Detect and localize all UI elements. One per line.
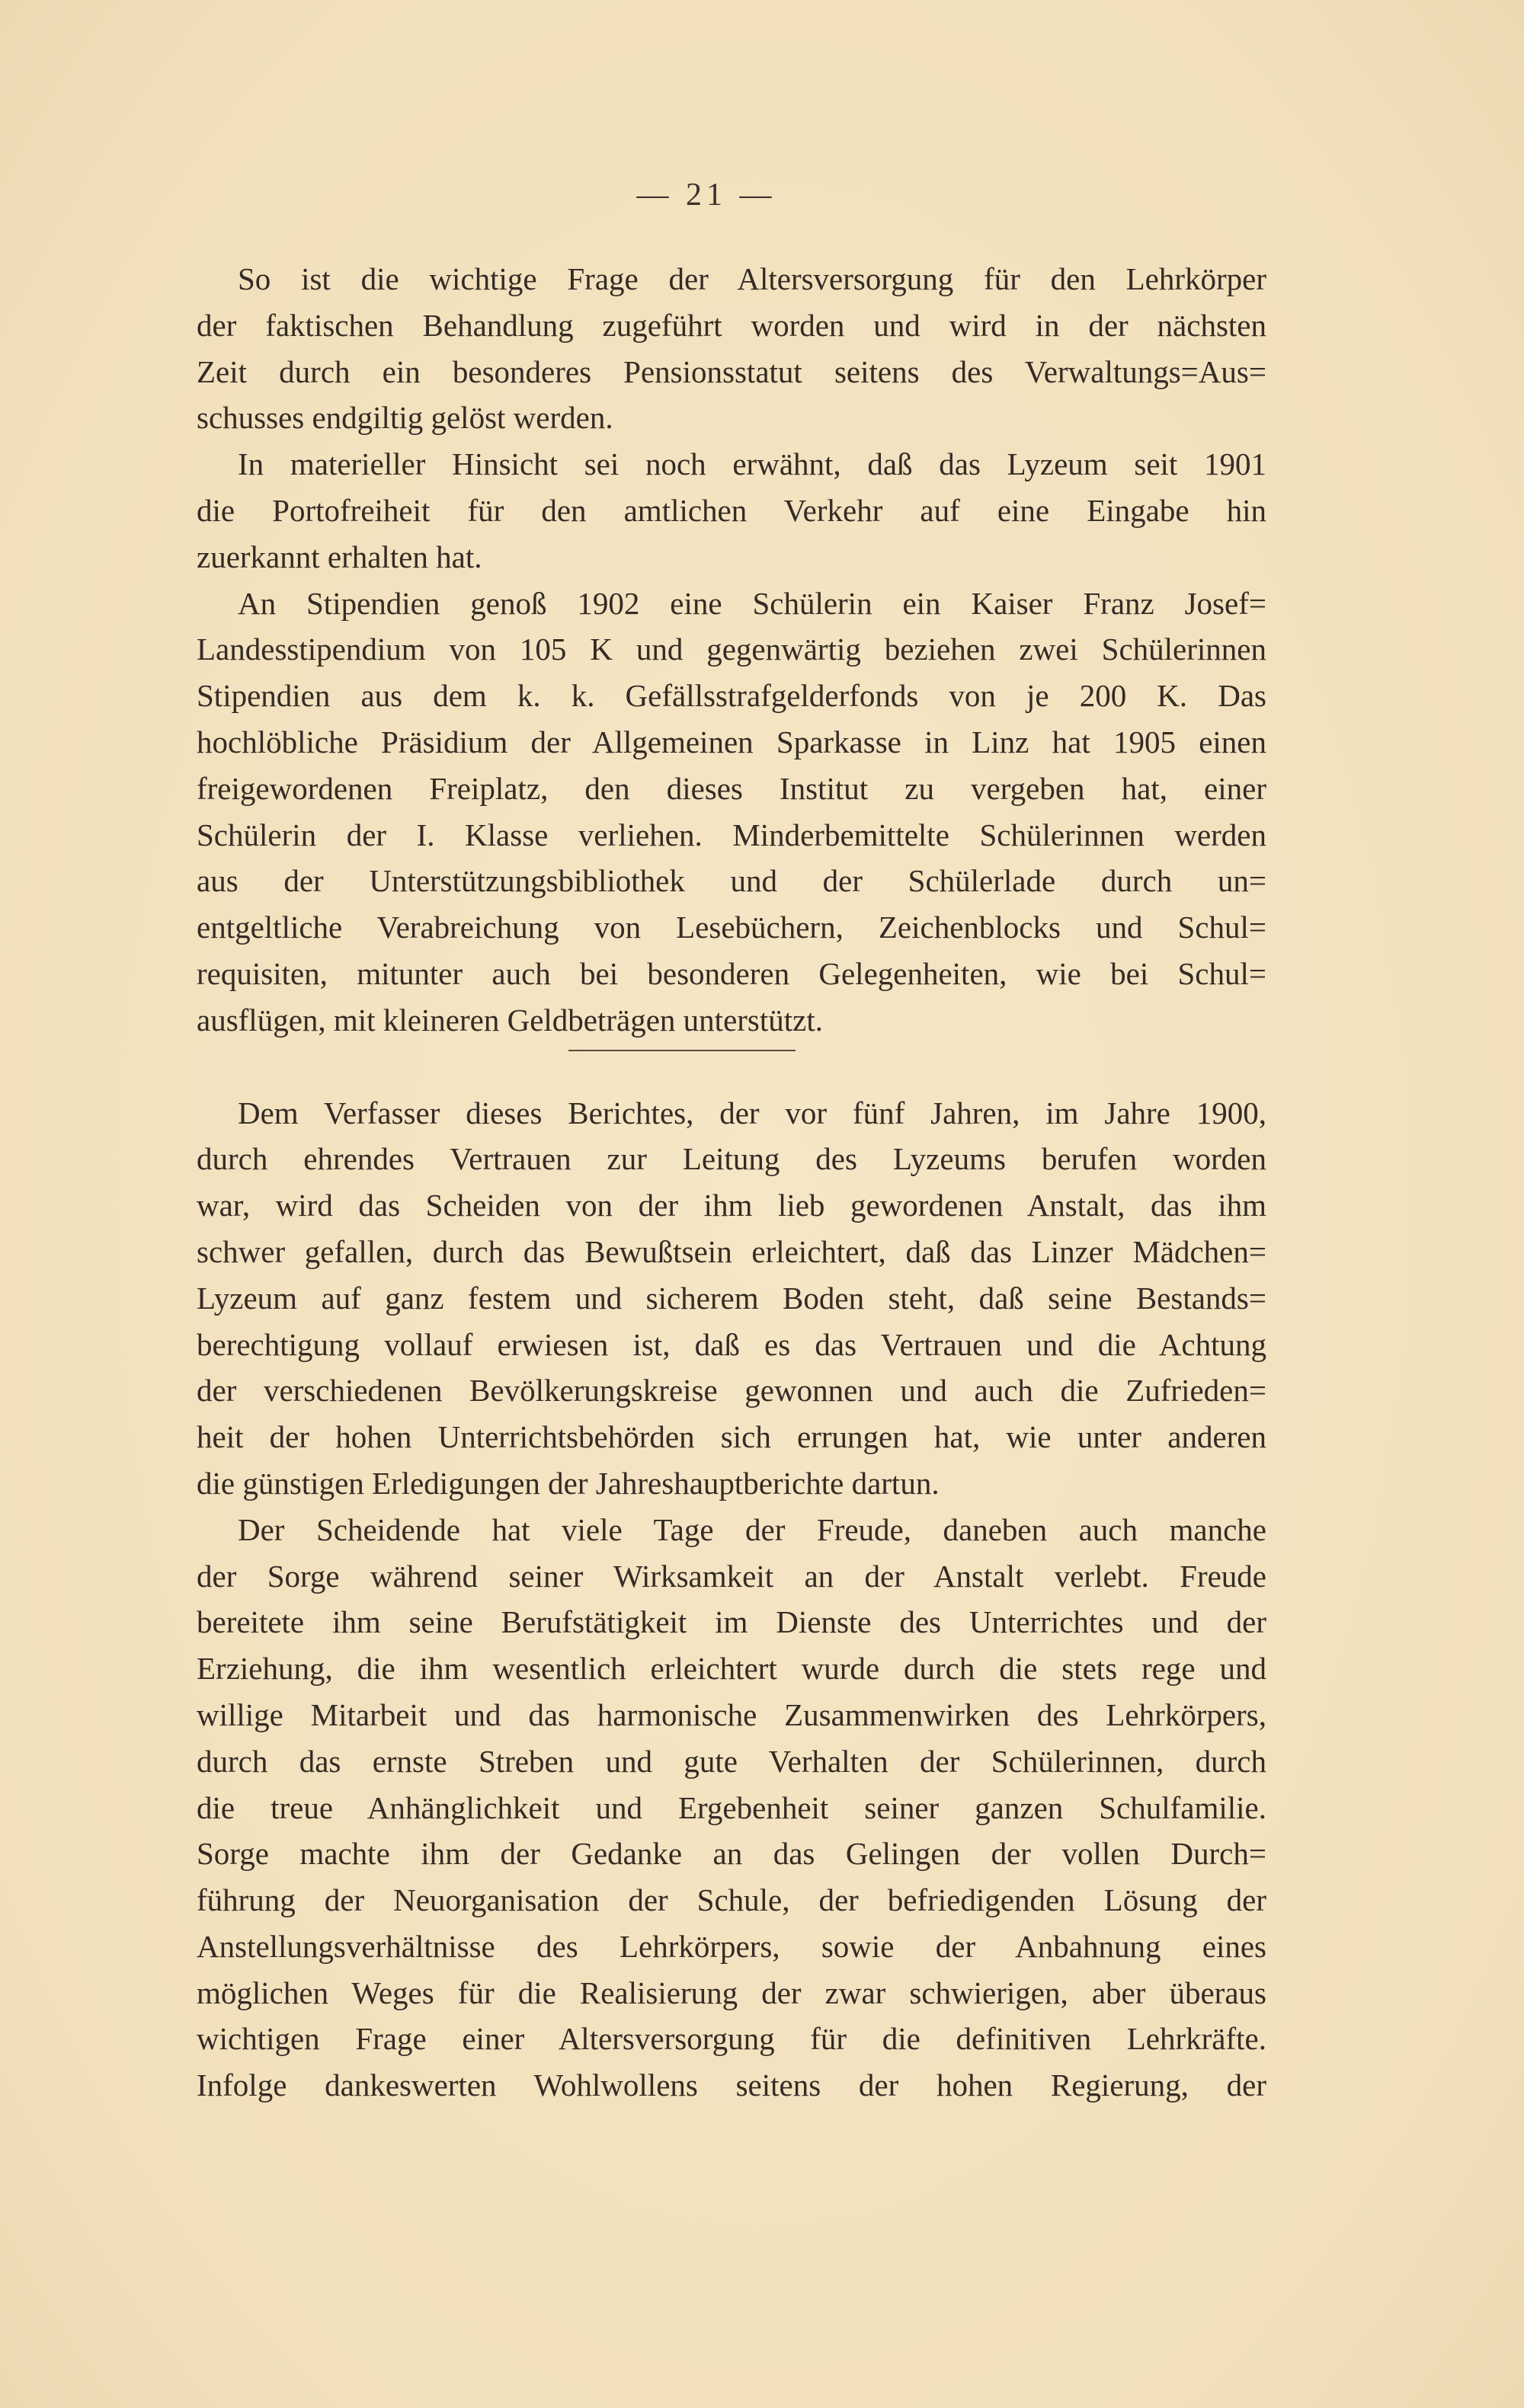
text-line: ausflügen, mit kleineren Geldbeträgen unterstützt. bbox=[197, 1002, 824, 1038]
text-line: Anstellungsverhältnisse des Lehrkörpers, sowie der Anbahnung eines bbox=[197, 1928, 1266, 1964]
text-line: zuerkannt erhalten hat. bbox=[197, 539, 482, 574]
text-line: So ist die wichtige Frage der Altersversorgung für den Lehrkörper bbox=[238, 261, 1266, 296]
text-line: der verschiedenen Bevölkerungskreise gewonnen und auch die Zufrieden= bbox=[197, 1373, 1266, 1409]
text-line: durch ehrendes Vertrauen zur Leitung des Lyzeums berufen worden bbox=[197, 1141, 1266, 1177]
text-line: Sorge machte ihm der Gedanke an das Gelingen der vollen Durch= bbox=[197, 1836, 1266, 1872]
page-number: — 21 — bbox=[636, 177, 776, 213]
text-line: Landesstipendium von 105 K und gegenwärtig beziehen zwei Schülerinnen bbox=[197, 632, 1266, 667]
text-line: aus der Unterstützungsbibliothek und der Schülerlade durch un= bbox=[197, 863, 1266, 899]
paragraph bbox=[197, 256, 1266, 441]
paragraph bbox=[197, 1090, 1266, 1507]
text-line: An Stipendien genoß 1902 eine Schülerin ein Kaiser Franz Josef= bbox=[238, 585, 1266, 621]
text-line: hochlöbliche Präsidium der Allgemeinen Sparkasse in Linz hat 1905 einen bbox=[197, 724, 1266, 759]
text-line: berechtigung vollauf erwiesen ist, daß es das Vertrauen und die Achtung bbox=[197, 1326, 1266, 1362]
text-line: Infolge dankeswerten Wohlwollens seitens der hohen Regierung, der bbox=[197, 2067, 1266, 2103]
text-line: möglichen Weges für die Realisierung der zwar schwierigen, aber überaus bbox=[197, 1975, 1266, 2010]
text-line: Dem Verfasser dieses Berichtes, der vor fünf Jahren, im Jahre 1900, bbox=[238, 1095, 1266, 1130]
text-line: der faktischen Behandlung zugeführt worden und wird in der nächsten bbox=[197, 307, 1266, 343]
text-line: heit der hohen Unterrichtsbehörden sich errungen hat, wie unter anderen bbox=[197, 1419, 1266, 1455]
text-line: der Sorge während seiner Wirksamkeit an der Anstalt verlebt. Freude bbox=[197, 1558, 1266, 1594]
text-line: freigewordenen Freiplatz, den dieses Institut zu vergeben hat, einer bbox=[197, 770, 1266, 806]
text-line: Schülerin der I. Klasse verliehen. Minderbemittelte Schülerinnen werden bbox=[197, 817, 1266, 852]
paragraph bbox=[197, 1507, 1266, 2109]
text-line: durch das ernste Streben und gute Verhalten der Schülerinnen, durch bbox=[197, 1743, 1266, 1779]
text-line: führung der Neuorganisation der Schule, der befriedigenden Lösung der bbox=[197, 1882, 1266, 1918]
text-line: Stipendien aus dem k. k. Gefällsstrafgelderfonds von je 200 K. Das bbox=[197, 678, 1266, 714]
text-line: schusses endgiltig gelöst werden. bbox=[197, 400, 613, 436]
text-line: schwer gefallen, durch das Bewußtsein erleichtert, daß das Linzer Mädchen= bbox=[197, 1233, 1266, 1269]
text-line: Zeit durch ein besonderes Pensionsstatut seitens des Verwaltungs=Aus= bbox=[197, 353, 1266, 389]
text-line: Lyzeum auf ganz festem und sicherem Boden steht, daß seine Bestands= bbox=[197, 1280, 1266, 1316]
paragraph bbox=[197, 441, 1266, 580]
text-line: die treue Anhänglichkeit und Ergebenheit seiner ganzen Schulfamilie. bbox=[197, 1789, 1266, 1825]
text-line: In materieller Hinsicht sei noch erwähnt, daß das Lyzeum seit 1901 bbox=[238, 446, 1266, 482]
text-line: die Portofreiheit für den amtlichen Verkehr auf eine Eingabe hin bbox=[197, 492, 1266, 528]
text-line: entgeltliche Verabreichung von Lesebüchern, Zeichenblocks und Schul= bbox=[197, 910, 1266, 945]
text-line: willige Mitarbeit und das harmonische Zusammenwirken des Lehrkörpers, bbox=[197, 1696, 1266, 1732]
section-gap bbox=[197, 1044, 1266, 1090]
text-line: war, wird das Scheiden von der ihm lieb gewordenen Anstalt, das ihm bbox=[197, 1188, 1266, 1223]
text-line: wichtigen Frage einer Altersversorgung für die definitiven Lehrkräfte. bbox=[197, 2021, 1266, 2057]
text-line: Der Scheidende hat viele Tage der Freude, daneben auch manche bbox=[238, 1511, 1266, 1547]
text-line: die günstigen Erledigungen der Jahreshauptberichte dartun. bbox=[197, 1465, 940, 1501]
page-body bbox=[197, 256, 1266, 2109]
text-line: requisiten, mitunter auch bei besonderen Gelegenheiten, wie bei Schul= bbox=[197, 955, 1266, 991]
text-line: bereitete ihm seine Berufstätigkeit im Dienste des Unterrichtes und der bbox=[197, 1604, 1266, 1640]
paragraph bbox=[197, 580, 1266, 1044]
text-line: Erziehung, die ihm wesentlich erleichtert wurde durch die stets rege und bbox=[197, 1651, 1266, 1687]
section-divider bbox=[568, 1050, 796, 1051]
